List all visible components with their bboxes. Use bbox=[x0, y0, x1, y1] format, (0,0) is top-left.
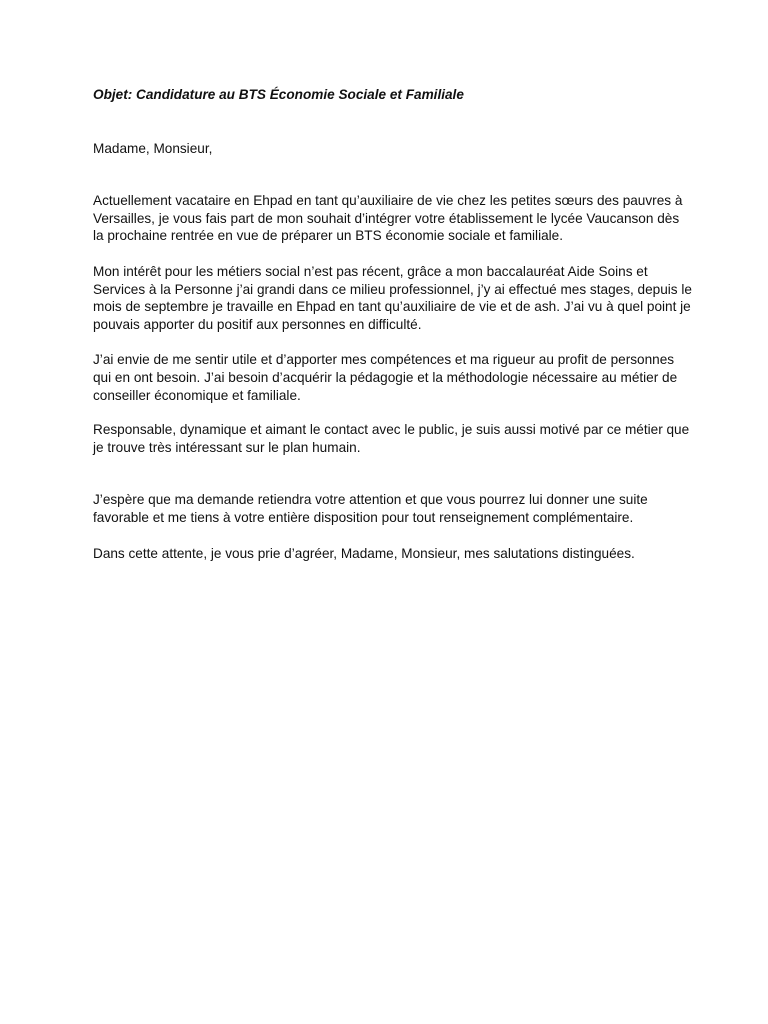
paragraph-qualities: Responsable, dynamique et aimant le contact avec le public, je suis aussi motivé par ce métier que je trouve très intéressant sur le plan humain. bbox=[93, 422, 690, 455]
paragraph-goals: J’ai envie de me sentir utile et d’apporter mes compétences et ma rigueur au profit de personnes qui en ont besoin. J’ai besoin d’acquérir la pédagogie et la méthodologie nécessaire au métier de conseiller économique et familiale. bbox=[93, 352, 678, 403]
paragraph-closing-request: J’espère que ma demande retiendra votre attention et que vous pourrez lui donner une suite favorable et me tiens à votre entière disposition pour tout renseignement complémentaire. bbox=[93, 492, 648, 525]
cover-letter bbox=[93, 86, 693, 562]
letter-subject: Objet: Candidature au BTS Économie Sociale et Familiale bbox=[93, 87, 464, 102]
letter-salutation: Madame, Monsieur, bbox=[93, 140, 213, 156]
paragraph-closing-salutation: Dans cette attente, je vous prie d’agréer, Madame, Monsieur, mes salutations distinguées. bbox=[93, 545, 635, 561]
paragraph-current-position: Actuellement vacataire en Ehpad en tant qu’auxiliaire de vie chez les petites sœurs des pauvres à Versailles, je vous fais part de mon souhait d’intégrer votre établissement le lycée Vaucanson dès la prochaine rentrée en vue de préparer un BTS économie sociale et familiale. bbox=[93, 193, 683, 244]
paragraph-motivation-background: Mon intérêt pour les métiers social n’est pas récent, grâce a mon baccalauréat Aide Soins et Services à la Personne j’ai grandi dans ce milieu professionnel, j’y ai effectué mes stages, depuis le mois de septembre je travaille en Ehpad en tant qu’auxiliaire de vie et de ash. J’ai vu à quel point je pouvais apporter du positif aux personnes en difficulté. bbox=[93, 263, 692, 332]
